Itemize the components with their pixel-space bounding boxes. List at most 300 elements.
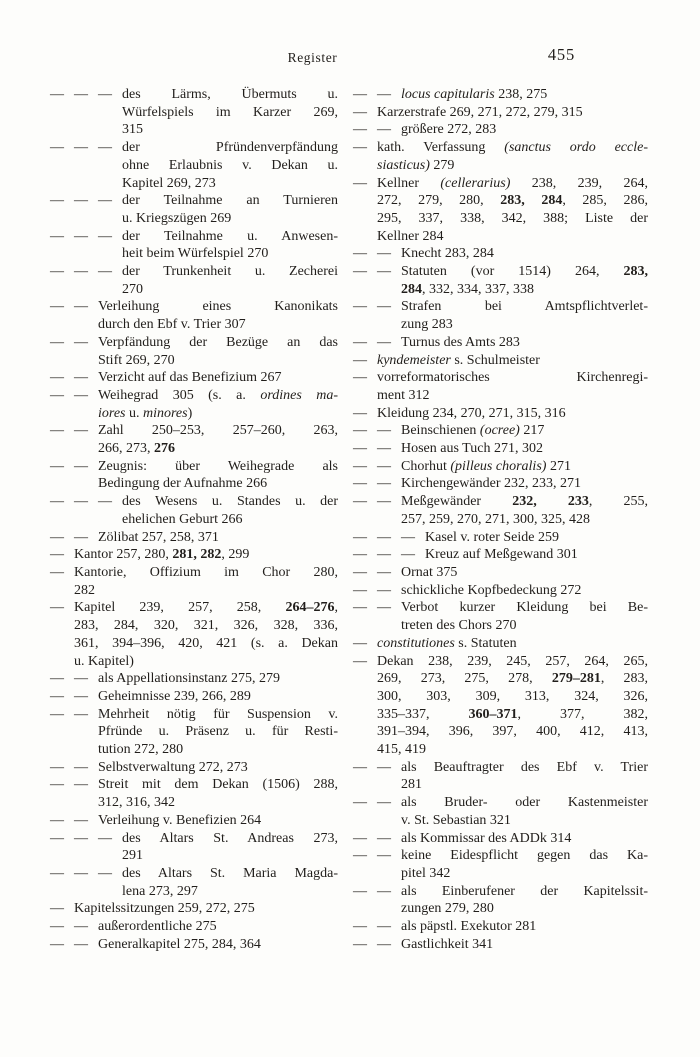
index-entry xyxy=(50,192,338,227)
index-entry xyxy=(50,812,338,830)
index-entry xyxy=(353,493,648,528)
index-entry xyxy=(50,334,338,369)
repeat-dash: — xyxy=(50,529,64,545)
entry-first-line xyxy=(353,653,648,671)
entry-text: 315 xyxy=(122,122,143,138)
entry-first-line xyxy=(353,564,648,582)
index-entry xyxy=(353,263,648,298)
entry-text: Kapitelssitzungen 259, 272, 275 xyxy=(74,901,255,917)
repeat-dash: — xyxy=(353,919,367,935)
repeat-dash: — xyxy=(353,653,367,669)
page-number: 455 xyxy=(547,45,575,64)
index-entry xyxy=(353,918,648,936)
repeat-dash: — xyxy=(50,228,64,244)
entry-runover-line xyxy=(50,617,338,635)
entry-text: als Bruder- oder Kastenmeister xyxy=(401,795,648,811)
entry-first-line xyxy=(50,670,338,688)
entry-first-line xyxy=(353,139,648,157)
entry-text: 257, 259, 270, 271, 300, 325, 428 xyxy=(401,511,590,527)
repeat-dash: — xyxy=(50,936,64,952)
index-entry xyxy=(50,546,338,564)
entry-text: Pfründe u. Präsenz u. für Resti- xyxy=(98,724,338,740)
repeat-dash: — xyxy=(377,830,391,846)
repeat-dash: — xyxy=(74,919,88,935)
index-entry xyxy=(353,352,648,370)
entry-first-line xyxy=(353,121,648,139)
entry-text: Karzerstrafe 269, 271, 272, 279, 315 xyxy=(377,104,583,120)
entry-first-line xyxy=(50,564,338,582)
italic-term: constitutiones xyxy=(377,635,455,651)
index-entry xyxy=(353,546,648,564)
entry-first-line xyxy=(353,245,648,263)
index-entry xyxy=(353,529,648,547)
repeat-dash: — xyxy=(74,387,88,403)
entry-text: Verleihung v. Benefizien 264 xyxy=(98,812,262,828)
index-entry xyxy=(353,475,648,493)
entry-first-line xyxy=(50,192,338,210)
index-entry xyxy=(353,440,648,458)
entry-runover-line xyxy=(50,245,338,263)
repeat-dash: — xyxy=(50,193,64,209)
repeat-dash: — xyxy=(50,865,64,881)
entry-first-line xyxy=(353,86,648,104)
entry-first-line xyxy=(353,883,648,901)
entry-text: Turnus des Amts 283 xyxy=(401,334,520,350)
index-entry xyxy=(353,830,648,848)
entry-first-line xyxy=(50,776,338,794)
repeat-dash: — xyxy=(50,706,64,722)
entry-first-line xyxy=(353,422,648,440)
entry-text: Dekan 238, 239, 245, 257, 264, 265, xyxy=(377,653,648,669)
entry-first-line xyxy=(50,139,338,157)
entry-runover-line xyxy=(353,511,648,529)
repeat-dash: — xyxy=(74,193,88,209)
entry-first-line xyxy=(353,475,648,493)
repeat-dash: — xyxy=(50,600,64,616)
index-entry xyxy=(353,245,648,263)
entry-runover-line xyxy=(50,352,338,370)
repeat-dash: — xyxy=(50,494,64,510)
italic-term: iores xyxy=(98,405,126,421)
repeat-dash: — xyxy=(74,334,88,350)
entry-text: 271 xyxy=(546,458,571,474)
entry-text: , 332, 334, 337, 338 xyxy=(422,281,534,297)
page-header xyxy=(50,47,575,69)
repeat-dash: — xyxy=(377,458,391,474)
index-entry xyxy=(353,635,648,653)
repeat-dash: — xyxy=(377,476,391,492)
entry-runover-line xyxy=(353,723,648,741)
bold-page-ref: 276 xyxy=(154,441,175,457)
repeat-dash: — xyxy=(377,919,391,935)
entry-text: Kellner 284 xyxy=(377,228,444,244)
entry-first-line xyxy=(50,900,338,918)
repeat-dash: — xyxy=(50,299,64,315)
entry-text: Zeugnis: über Weihegrade als xyxy=(98,458,338,474)
entry-text: Strafen bei Amtspflichtverlet- xyxy=(401,299,648,315)
entry-first-line xyxy=(50,918,338,936)
index-entry xyxy=(50,670,338,688)
repeat-dash: — xyxy=(50,387,64,403)
entry-first-line xyxy=(50,298,338,316)
index-entry xyxy=(353,847,648,882)
italic-term: locus capitularis xyxy=(401,87,495,102)
entry-text: 272, 279, 280, xyxy=(377,193,501,209)
index-entry xyxy=(353,759,648,794)
index-entry xyxy=(50,900,338,918)
index-entry xyxy=(353,653,648,759)
entry-first-line xyxy=(50,599,338,617)
entry-text: Weihegrad 305 (s. a. xyxy=(98,387,261,403)
entry-text: des Lärms, Übermuts u. xyxy=(122,87,338,102)
entry-text: Kapitel 269, 273 xyxy=(122,175,216,191)
index-column-left xyxy=(50,86,338,953)
entry-text: Kapitel 239, 257, 258, xyxy=(74,600,286,616)
index-entry xyxy=(50,776,338,811)
repeat-dash: — xyxy=(50,458,64,474)
entry-runover-line xyxy=(50,104,338,122)
italic-term: (ocree) xyxy=(479,423,520,439)
repeat-dash: — xyxy=(353,795,367,811)
index-entry xyxy=(50,263,338,298)
entry-runover-line xyxy=(50,847,338,865)
entry-first-line xyxy=(353,936,648,954)
entry-first-line xyxy=(50,387,338,405)
repeat-dash: — xyxy=(74,706,88,722)
repeat-dash: — xyxy=(50,812,64,828)
entry-text: der Teilnahme u. Anwesen- xyxy=(122,228,338,244)
index-entry xyxy=(353,582,648,600)
entry-runover-line xyxy=(50,635,338,653)
entry-text: Verpfändung der Bezüge an das xyxy=(98,334,338,350)
repeat-dash: — xyxy=(377,246,391,262)
repeat-dash: — xyxy=(377,936,391,952)
repeat-dash: — xyxy=(353,87,367,102)
bold-page-ref: 281, 282 xyxy=(172,547,222,563)
bold-page-ref: 232, 233 xyxy=(512,494,589,510)
repeat-dash: — xyxy=(353,405,367,421)
repeat-dash: — xyxy=(353,370,367,386)
entry-text: Geheimnisse 239, 266, 289 xyxy=(98,688,251,704)
entry-text: , 285, 286, xyxy=(562,193,649,209)
entry-first-line xyxy=(50,422,338,440)
index-entry xyxy=(50,759,338,777)
entry-first-line xyxy=(50,936,338,954)
entry-text: , 377, 382, xyxy=(517,706,648,722)
repeat-dash: — xyxy=(377,299,391,315)
entry-first-line xyxy=(50,493,338,511)
repeat-dash: — xyxy=(98,87,112,102)
entry-text: zungen 279, 280 xyxy=(401,901,494,917)
repeat-dash: — xyxy=(353,529,367,545)
entry-first-line xyxy=(50,228,338,246)
repeat-dash: — xyxy=(50,87,64,102)
entry-text: 217 xyxy=(519,423,545,439)
italic-term: kyndemeister xyxy=(377,352,451,368)
entry-text: Kasel v. roter Seide 259 xyxy=(425,529,559,545)
entry-text: Verleihung eines Kanonikats xyxy=(98,299,338,315)
entry-text: , xyxy=(334,600,338,616)
entry-first-line xyxy=(50,546,338,564)
repeat-dash: — xyxy=(401,529,415,545)
italic-term: siasticus) xyxy=(377,157,430,173)
index-entry xyxy=(50,918,338,936)
repeat-dash: — xyxy=(353,246,367,262)
entry-first-line xyxy=(353,493,648,511)
repeat-dash: — xyxy=(353,635,367,651)
repeat-dash: — xyxy=(74,423,88,439)
repeat-dash: — xyxy=(353,564,367,580)
entry-text: s. Statuten xyxy=(454,635,517,651)
repeat-dash: — xyxy=(74,87,88,102)
entry-text: pitel 342 xyxy=(401,865,451,881)
entry-text: größere 272, 283 xyxy=(401,122,497,138)
entry-text: Kantor 257, 280, xyxy=(74,547,173,563)
repeat-dash: — xyxy=(353,547,367,563)
repeat-dash: — xyxy=(353,759,367,775)
entry-text: , 283, xyxy=(600,671,649,687)
entry-text: der Teilnahme an Turnieren xyxy=(122,193,338,209)
entry-runover-line xyxy=(353,706,648,724)
entry-first-line xyxy=(50,334,338,352)
index-entry xyxy=(50,387,338,422)
repeat-dash: — xyxy=(353,600,367,616)
entry-text: treten des Chors 270 xyxy=(401,618,517,634)
entry-text: als Einberufener der Kapitelssit- xyxy=(401,883,648,899)
entry-text: schickliche Kopfbedeckung 272 xyxy=(401,582,582,598)
entry-first-line xyxy=(353,405,648,423)
entry-text: 281 xyxy=(401,777,422,793)
repeat-dash: — xyxy=(98,264,112,280)
entry-first-line xyxy=(353,334,648,352)
entry-first-line xyxy=(353,847,648,865)
entry-runover-line xyxy=(353,157,648,175)
repeat-dash: — xyxy=(50,759,64,775)
index-entry xyxy=(50,688,338,706)
entry-text: u. Kriegszügen 269 xyxy=(122,210,232,226)
index-entry xyxy=(353,458,648,476)
entry-first-line xyxy=(50,529,338,547)
entry-text: Stift 269, 270 xyxy=(98,352,175,368)
entry-runover-line xyxy=(50,794,338,812)
entry-runover-line xyxy=(353,688,648,706)
repeat-dash: — xyxy=(353,140,367,156)
entry-runover-line xyxy=(50,281,338,299)
italic-term: minores xyxy=(142,405,188,421)
entry-text: 238, 275 xyxy=(494,87,548,102)
repeat-dash: — xyxy=(353,582,367,598)
entry-text: Knecht 283, 284 xyxy=(401,246,494,262)
repeat-dash: — xyxy=(50,264,64,280)
index-entry xyxy=(353,121,648,139)
entry-text: Streit mit dem Dekan (1506) 288, xyxy=(98,777,338,793)
entry-first-line xyxy=(50,865,338,883)
repeat-dash: — xyxy=(50,671,64,687)
repeat-dash: — xyxy=(98,494,112,510)
repeat-dash: — xyxy=(98,830,112,846)
bold-page-ref: 283, 284 xyxy=(500,193,563,209)
index-entry xyxy=(353,405,648,423)
entry-text: Ornat 375 xyxy=(401,564,458,580)
entry-text: durch den Ebf v. Trier 307 xyxy=(98,317,246,333)
repeat-dash: — xyxy=(377,494,391,510)
entry-text: als Appellationsinstanz 275, 279 xyxy=(98,671,280,687)
repeat-dash: — xyxy=(353,476,367,492)
running-header-title: Register xyxy=(287,50,338,65)
entry-text: 291 xyxy=(122,848,143,864)
repeat-dash: — xyxy=(401,547,415,563)
repeat-dash: — xyxy=(377,600,391,616)
entry-first-line xyxy=(353,546,648,564)
entry-text: v. St. Sebastian 321 xyxy=(401,812,511,828)
repeat-dash: — xyxy=(98,140,112,156)
entry-first-line xyxy=(353,635,648,653)
repeat-dash: — xyxy=(50,901,64,917)
entry-runover-line xyxy=(50,741,338,759)
entry-runover-line xyxy=(50,582,338,600)
repeat-dash: — xyxy=(353,122,367,138)
entry-text: Selbstverwaltung 272, 273 xyxy=(98,759,248,775)
index-entry xyxy=(353,298,648,333)
entry-text: der Trunkenheit u. Zecherei xyxy=(122,264,338,280)
entry-text: des Altars St. Andreas 273, xyxy=(122,830,338,846)
repeat-dash: — xyxy=(353,830,367,846)
repeat-dash: — xyxy=(353,848,367,864)
entry-first-line xyxy=(353,918,648,936)
entry-first-line xyxy=(353,458,648,476)
italic-term: (cellerarius) xyxy=(440,175,511,191)
entry-text: ohne Erlaubnis v. Dekan u. xyxy=(122,157,338,173)
italic-term: (sanctus ordo eccle- xyxy=(504,140,648,156)
repeat-dash: — xyxy=(377,529,391,545)
repeat-dash: — xyxy=(353,352,367,368)
bold-page-ref: 360–371 xyxy=(468,706,518,722)
entry-text: Kirchengewänder 232, 233, 271 xyxy=(401,476,582,492)
repeat-dash: — xyxy=(377,795,391,811)
entry-text: u. xyxy=(125,405,143,421)
index-entry xyxy=(50,86,338,139)
repeat-dash: — xyxy=(353,264,367,280)
index-entry xyxy=(50,599,338,670)
index-entry xyxy=(50,865,338,900)
entry-text: 279 xyxy=(429,157,455,173)
bold-page-ref: 279–281 xyxy=(551,671,601,687)
index-entry xyxy=(50,529,338,547)
entry-runover-line xyxy=(353,192,648,210)
entry-runover-line xyxy=(50,121,338,139)
italic-term: ordines ma- xyxy=(260,387,338,403)
italic-term: (pilleus choralis) xyxy=(450,458,547,474)
entry-text: des Wesens u. Standes u. der xyxy=(122,494,338,510)
repeat-dash: — xyxy=(74,777,88,793)
entry-text: zung 283 xyxy=(401,317,453,333)
repeat-dash: — xyxy=(74,299,88,315)
entry-runover-line xyxy=(50,175,338,193)
entry-runover-line xyxy=(50,883,338,901)
index-entry xyxy=(50,706,338,759)
repeat-dash: — xyxy=(353,936,367,952)
repeat-dash: — xyxy=(353,175,367,191)
repeat-dash: — xyxy=(74,812,88,828)
entry-text: der Pfründenverpfändung xyxy=(122,140,338,156)
entry-runover-line xyxy=(50,316,338,334)
entry-text: Verbot kurzer Kleidung bei Be- xyxy=(401,600,648,616)
repeat-dash: — xyxy=(74,865,88,881)
entry-runover-line xyxy=(50,405,338,423)
entry-first-line xyxy=(50,706,338,724)
entry-text: tution 272, 280 xyxy=(98,742,184,758)
repeat-dash: — xyxy=(98,228,112,244)
entry-text: keine Eidespflicht gegen das Ka- xyxy=(401,848,648,864)
repeat-dash: — xyxy=(353,494,367,510)
entry-first-line xyxy=(353,830,648,848)
repeat-dash: — xyxy=(377,848,391,864)
entry-text: Gastlichkeit 341 xyxy=(401,936,494,952)
repeat-dash: — xyxy=(98,865,112,881)
entry-first-line xyxy=(50,812,338,830)
bold-page-ref: 264–276 xyxy=(285,600,335,616)
repeat-dash: — xyxy=(353,441,367,457)
entry-first-line xyxy=(353,759,648,777)
entry-text: Hosen aus Tuch 271, 302 xyxy=(401,441,543,457)
repeat-dash: — xyxy=(74,830,88,846)
repeat-dash: — xyxy=(377,547,391,563)
index-entry xyxy=(50,422,338,457)
entry-text: als Kommissar des ADDk 314 xyxy=(401,830,572,846)
entry-text: kath. Verfassung xyxy=(377,140,505,156)
index-entry xyxy=(50,139,338,192)
repeat-dash: — xyxy=(353,883,367,899)
entry-first-line xyxy=(50,458,338,476)
repeat-dash: — xyxy=(74,458,88,474)
repeat-dash: — xyxy=(377,441,391,457)
entry-runover-line xyxy=(50,210,338,228)
entry-first-line xyxy=(50,688,338,706)
index-entry xyxy=(50,298,338,333)
index-column-right xyxy=(353,86,648,953)
repeat-dash: — xyxy=(377,883,391,899)
index-entry xyxy=(50,458,338,493)
entry-text: 312, 316, 342 xyxy=(98,795,175,811)
entry-text: Bedingung der Aufnahme 266 xyxy=(98,476,268,492)
entry-text: als päpstl. Exekutor 281 xyxy=(401,919,537,935)
index-entry xyxy=(353,369,648,404)
entry-text: 391–394, 396, 397, 400, 412, 413, xyxy=(377,724,648,740)
entry-text: Zölibat 257, 258, 371 xyxy=(98,529,219,545)
entry-runover-line xyxy=(50,440,338,458)
repeat-dash: — xyxy=(377,564,391,580)
repeat-dash: — xyxy=(353,299,367,315)
index-entry xyxy=(353,86,648,104)
index-entry xyxy=(50,228,338,263)
entry-text: als Beauftragter des Ebf v. Trier xyxy=(401,759,648,775)
entry-runover-line xyxy=(50,475,338,493)
repeat-dash: — xyxy=(74,671,88,687)
entry-text: 415, 419 xyxy=(377,742,426,758)
repeat-dash: — xyxy=(353,104,367,120)
repeat-dash: — xyxy=(50,334,64,350)
repeat-dash: — xyxy=(353,423,367,439)
repeat-dash: — xyxy=(377,759,391,775)
entry-text: Meßgewänder xyxy=(401,494,513,510)
entry-first-line xyxy=(353,440,648,458)
entry-runover-line xyxy=(353,316,648,334)
entry-runover-line xyxy=(50,157,338,175)
entry-first-line xyxy=(353,529,648,547)
entry-text: außerordentliche 275 xyxy=(98,919,217,935)
index-entry xyxy=(50,830,338,865)
repeat-dash: — xyxy=(50,830,64,846)
